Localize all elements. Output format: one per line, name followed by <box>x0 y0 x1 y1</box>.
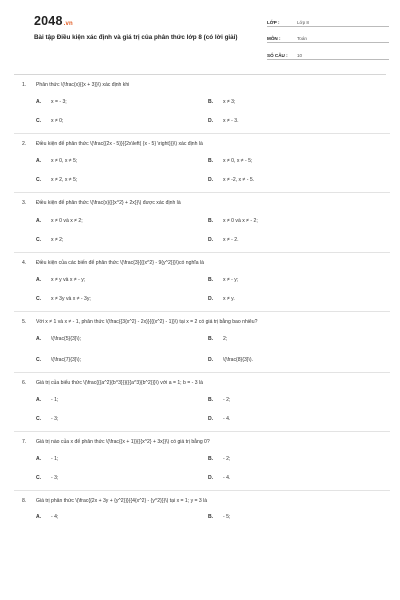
option-c[interactable] <box>36 177 208 184</box>
option-text: x ≠ 3; <box>223 99 236 106</box>
option-label: A. <box>36 276 42 283</box>
option-label: B. <box>208 158 214 165</box>
question-7 <box>22 439 382 482</box>
meta-key: LỚP : <box>267 19 280 25</box>
option-label: C. <box>36 416 42 423</box>
option-b[interactable] <box>208 277 380 284</box>
question-divider <box>14 490 390 491</box>
option-text: - 5; <box>223 513 231 520</box>
option-label: D. <box>208 236 214 243</box>
option-label: D. <box>208 177 214 184</box>
option-d[interactable] <box>208 416 380 423</box>
question-text: Điều kiện để phân thức \(\frac{x}{{{x^2} + 2x}}\) được xác định là <box>36 200 181 207</box>
option-text: x ≠ - 2. <box>223 236 239 243</box>
option-c[interactable] <box>36 118 208 125</box>
question-divider <box>14 192 390 193</box>
option-label: A. <box>36 456 42 463</box>
question-divider <box>14 133 390 134</box>
option-label: D. <box>208 357 214 364</box>
option-d[interactable] <box>208 118 380 125</box>
question-divider <box>14 372 390 373</box>
option-text: - 3; <box>51 416 59 423</box>
meta-value: Lớp 8 <box>297 19 309 25</box>
question-text: Với x ≠ 1 và x ≠ - 1, phân thức \(\frac{{3{x^2} - 2x}}{{{x^2} - 1}}\) tại x = 2 có giá trị bằng bao nhiêu? <box>36 318 258 325</box>
option-label: D. <box>208 416 214 423</box>
option-a[interactable] <box>36 456 208 463</box>
question-number: 3. <box>22 200 27 207</box>
question-3 <box>22 200 382 243</box>
question-divider <box>14 311 390 312</box>
option-b[interactable] <box>208 336 380 343</box>
option-text: x ≠ 0 và x ≠ - 2; <box>223 217 258 224</box>
option-text: \(\frac{8}{3}\). <box>223 357 254 364</box>
option-text: x ≠ 2, x ≠ 5; <box>51 177 78 184</box>
question-number: 6. <box>22 380 27 387</box>
option-a[interactable] <box>36 218 208 225</box>
meta-value: Toán <box>297 36 307 41</box>
option-label: C. <box>36 357 42 364</box>
question-8 <box>22 498 382 520</box>
option-b[interactable] <box>208 218 380 225</box>
option-text: - 2; <box>223 397 231 404</box>
option-a[interactable] <box>36 99 208 106</box>
option-label: B. <box>208 336 214 343</box>
option-b[interactable] <box>208 514 380 521</box>
option-label: C. <box>36 236 42 243</box>
option-text: x ≠ - 3. <box>223 118 239 125</box>
question-number: 7. <box>22 439 27 446</box>
option-b[interactable] <box>208 456 380 463</box>
option-a[interactable] <box>36 158 208 165</box>
option-label: C. <box>36 177 42 184</box>
option-label: C. <box>36 118 42 125</box>
option-text: - 4; <box>51 513 59 520</box>
option-label: A. <box>36 99 42 106</box>
option-a[interactable] <box>36 397 208 404</box>
meta-key: MÔN : <box>267 36 281 41</box>
option-label: B. <box>208 276 214 283</box>
option-text: 2; <box>223 336 228 343</box>
option-text: x ≠ 0, x ≠ - 5; <box>223 158 253 165</box>
question-2 <box>22 141 382 184</box>
option-text: - 2; <box>223 456 231 463</box>
option-label: A. <box>36 217 42 224</box>
question-number: 1. <box>22 82 27 88</box>
option-text: - 1; <box>51 456 59 463</box>
option-label: A. <box>36 397 42 404</box>
option-label: B. <box>208 99 214 106</box>
question-text: Giá trị nào của x để phân thức \(\frac{{x + 1}}{{{x^2} + 3x}}\) có giá trị bằng 0? <box>36 439 210 446</box>
logo-text: 2048 <box>34 14 63 28</box>
option-d[interactable] <box>208 237 380 244</box>
logo-suffix: .vn <box>63 21 73 27</box>
option-label: B. <box>208 513 214 520</box>
meta-row-count <box>267 48 389 60</box>
option-label: B. <box>208 456 214 463</box>
option-text: \(\frac{7}{3}\); <box>51 357 82 364</box>
option-text: x ≠ 0 và x ≠ 2; <box>51 217 83 224</box>
question-text: Giá trị phân thức \(\frac{{2x + 3y + {y^2}}}{{4{x^2} - {y^2}}}\) tại x = 1; y = 3 là <box>36 498 208 505</box>
option-a[interactable] <box>36 514 208 521</box>
option-label: A. <box>36 336 42 343</box>
option-text: x ≠ y. <box>223 295 235 302</box>
question-1 <box>22 82 382 125</box>
option-text: - 4. <box>223 416 231 423</box>
meta-key: SỐ CÂU : <box>267 52 288 58</box>
option-text: x ≠ 0, x ≠ 5; <box>51 158 78 165</box>
document-title: Bài tập Điều kiện xác định và giá trị của phân thức lớp 8 (có lời giải) <box>34 34 238 41</box>
option-label: C. <box>36 295 42 302</box>
option-text: x ≠ 2; <box>51 236 64 243</box>
option-label: D. <box>208 118 214 125</box>
option-a[interactable] <box>36 336 208 343</box>
option-a[interactable] <box>36 277 208 284</box>
question-number: 5. <box>22 318 27 325</box>
option-d[interactable] <box>208 357 380 364</box>
meta-value: 10 <box>297 52 303 58</box>
meta-row-grade <box>267 15 389 27</box>
question-text: Điều kiện để phân thức \(\frac{{2x - 5}}{{2x\left( {x - 5} \right)}}\) xác định là <box>36 141 203 148</box>
question-list <box>22 82 382 521</box>
option-label: B. <box>208 217 214 224</box>
option-text: - 1; <box>51 397 59 404</box>
meta-info <box>267 15 389 65</box>
option-text: - 3; <box>51 475 59 482</box>
option-label: B. <box>208 397 214 404</box>
option-label: A. <box>36 513 42 520</box>
option-text: x ≠ 3y và x ≠ - 3y; <box>51 295 91 302</box>
option-text: \(\frac{5}{3}\); <box>51 336 82 343</box>
option-d[interactable] <box>208 296 380 303</box>
question-4 <box>22 260 382 303</box>
question-number: 8. <box>22 498 27 505</box>
question-text: Điều kiện của các biến để phân thức \(\frac{3}{{{x^2} - 9{y^2}}}\)có nghĩa là <box>36 259 204 266</box>
option-text: x ≠ 0; <box>51 118 64 125</box>
option-label: A. <box>36 158 42 165</box>
option-label: C. <box>36 475 42 482</box>
meta-row-subject <box>267 32 389 44</box>
option-c[interactable] <box>36 237 208 244</box>
option-b[interactable] <box>208 99 380 106</box>
question-divider <box>14 431 390 432</box>
option-text: x ≠ y và x ≠ - y; <box>51 276 86 283</box>
option-c[interactable] <box>36 357 208 364</box>
question-6 <box>22 380 382 423</box>
question-number: 2. <box>22 141 27 148</box>
header-divider <box>14 74 386 75</box>
option-c[interactable] <box>36 416 208 423</box>
option-text: x ≠ - y; <box>223 276 239 283</box>
question-text: Giá trị của biểu thức \(\frac{{{a^2}{b^3}}}{{{a^3}{b^2}}}\) với a = 1; b = - 3 là <box>36 380 203 387</box>
question-number: 4. <box>22 259 27 266</box>
question-divider <box>14 252 390 253</box>
option-b[interactable] <box>208 158 380 165</box>
option-d[interactable] <box>208 475 380 482</box>
option-b[interactable] <box>208 397 380 404</box>
document-header <box>14 0 386 66</box>
option-label: D. <box>208 475 214 482</box>
option-label: D. <box>208 295 214 302</box>
question-text: Phân thức \(\frac{x}{{x + 3}}\) xác định khi <box>36 82 130 88</box>
option-d[interactable] <box>208 177 380 184</box>
site-logo[interactable] <box>34 14 73 28</box>
option-text: x ≠ -2, x ≠ - 5. <box>223 177 255 184</box>
option-text: x = - 3; <box>51 99 67 106</box>
option-text: - 4. <box>223 475 231 482</box>
question-5 <box>22 319 382 364</box>
option-c[interactable] <box>36 475 208 482</box>
option-c[interactable] <box>36 296 208 303</box>
